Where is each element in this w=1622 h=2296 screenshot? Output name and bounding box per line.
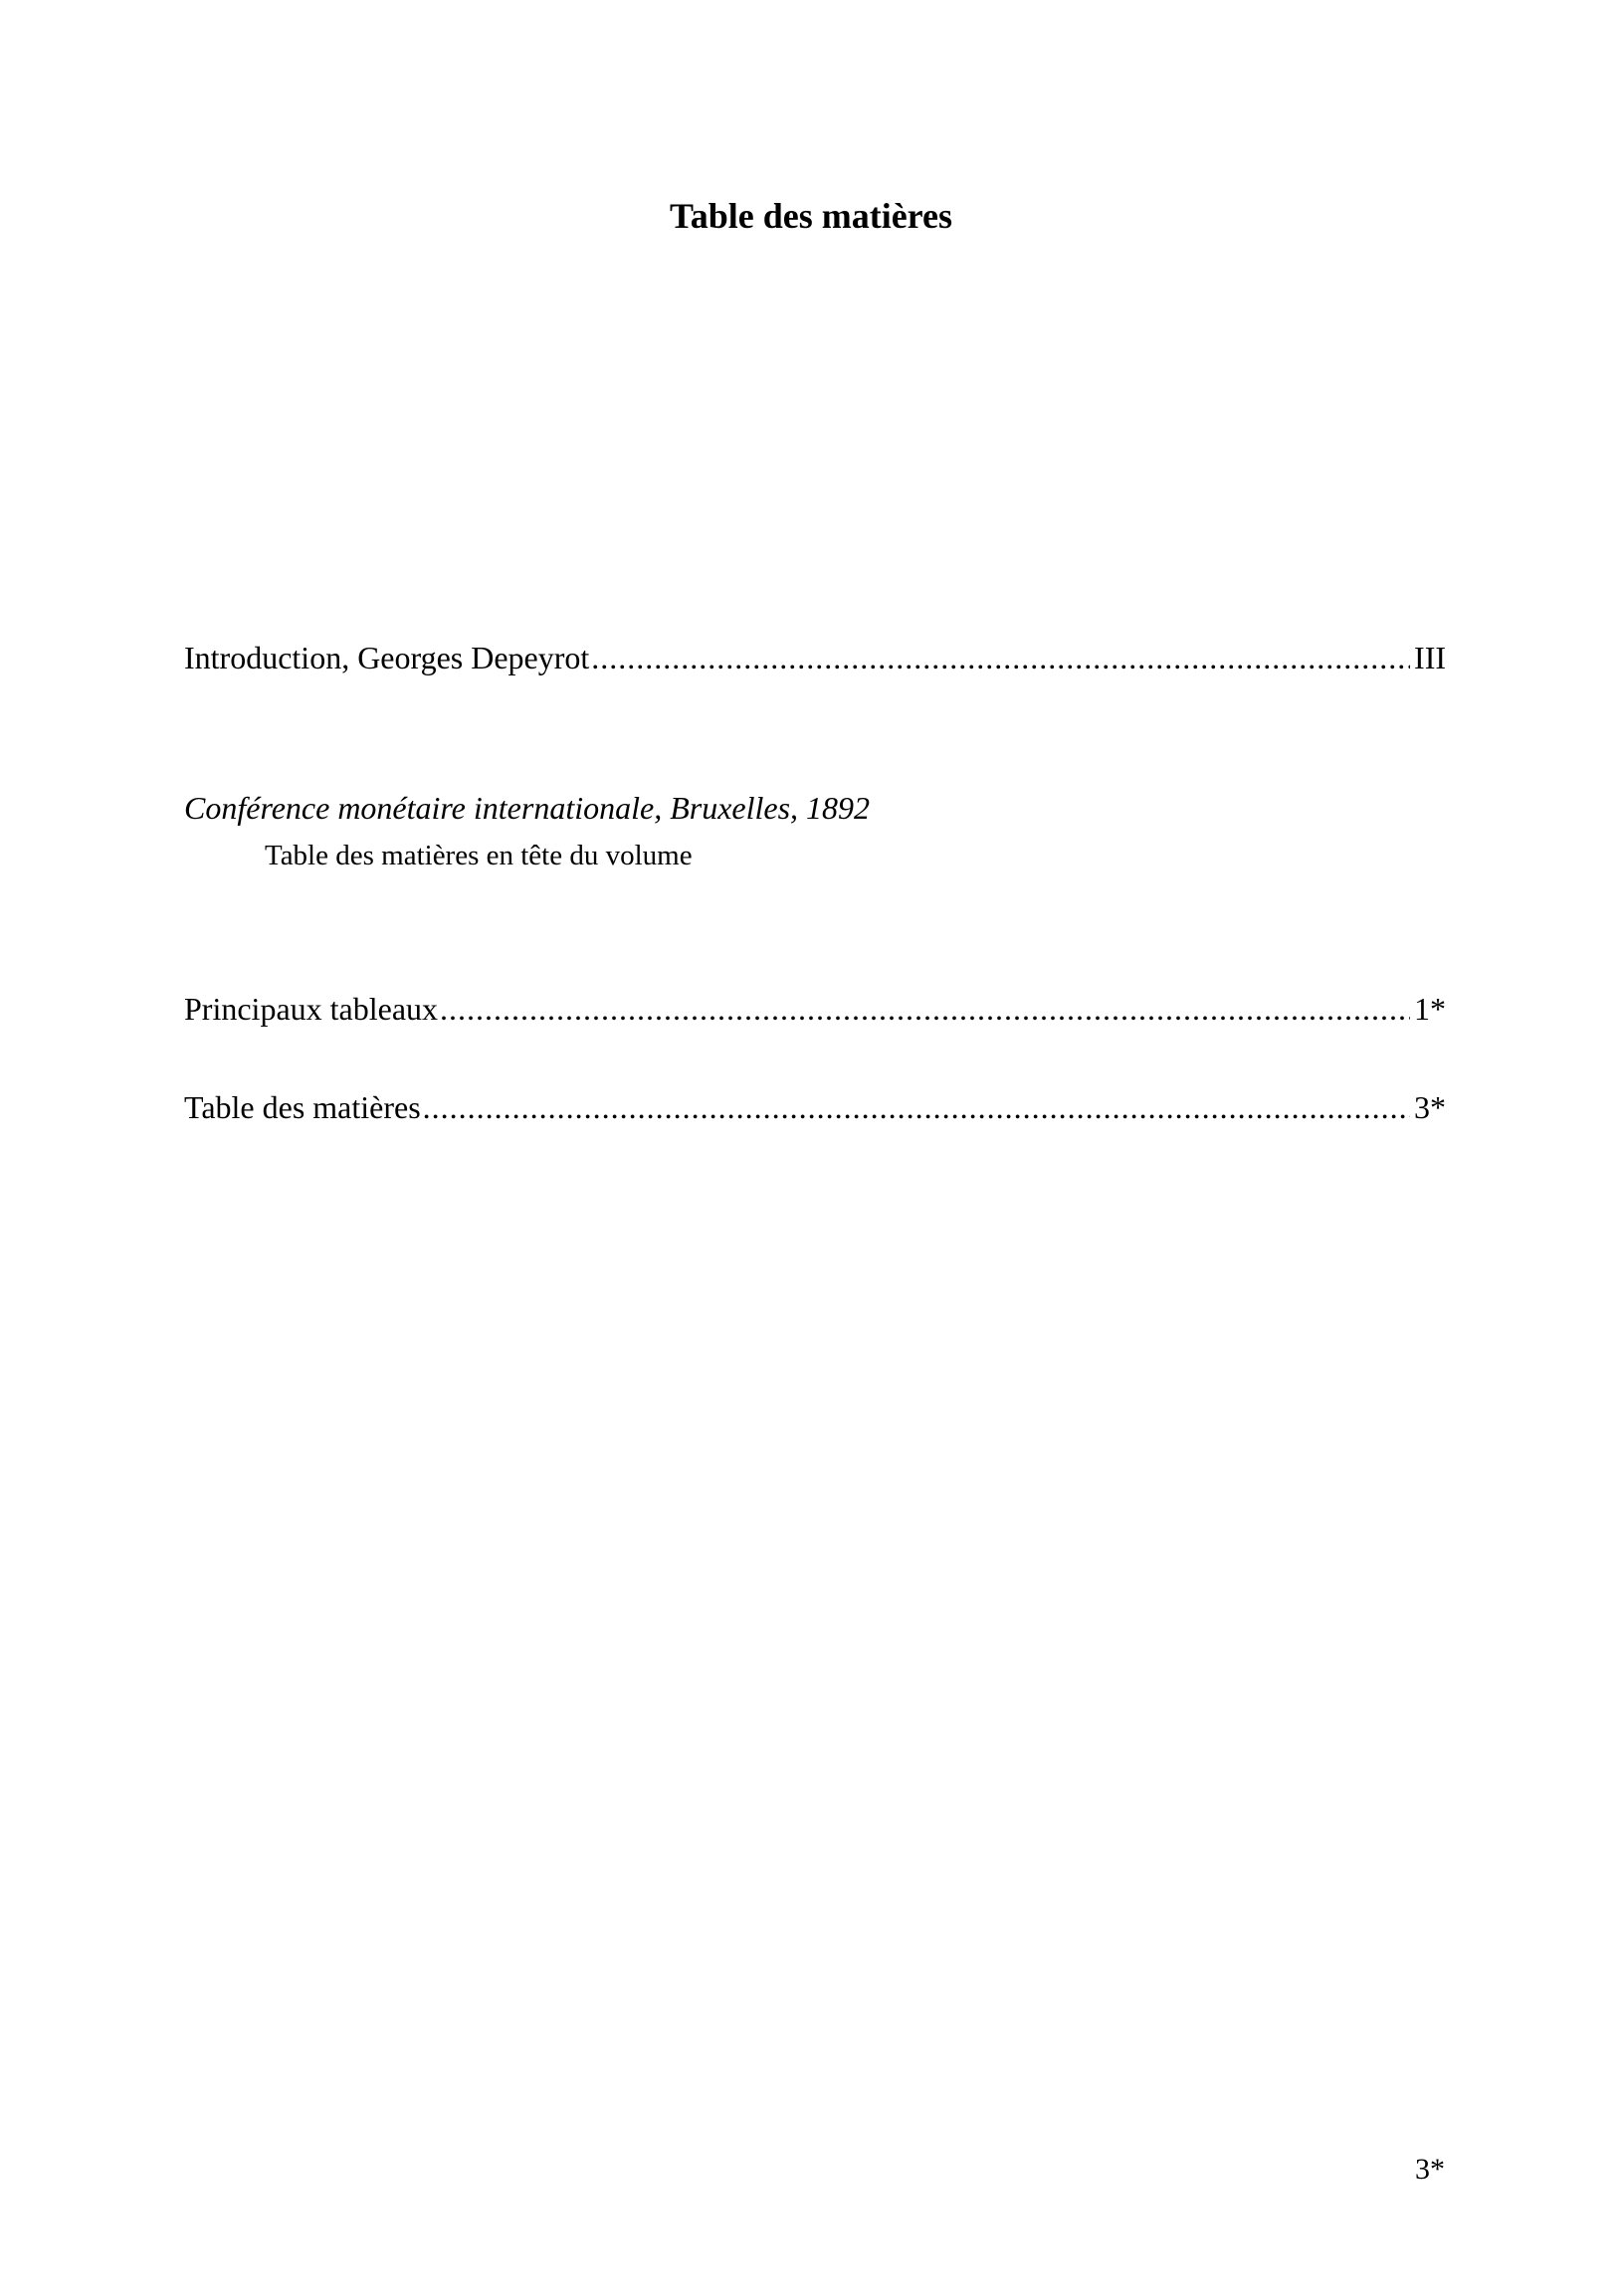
toc-entry-label: Table des matières (184, 1089, 421, 1125)
section-heading: Conférence monétaire internationale, Bruxelles, 1892 (184, 790, 871, 826)
toc-entry-page: 1* (1414, 991, 1446, 1027)
page-number: 3* (1415, 2153, 1445, 2186)
toc-entry-label: Principaux tableaux (184, 991, 439, 1027)
dot-leader (440, 989, 1410, 1029)
toc-entry-table-des-matieres (184, 1087, 1446, 1127)
section-subentry: Table des matières en tête du volume (265, 840, 693, 871)
page-title: Table des matières (670, 196, 952, 236)
toc-entry-principaux-tableaux (184, 989, 1446, 1029)
toc-entry-introduction (184, 638, 1446, 677)
toc-entry-label: Introduction, Georges Depeyrot (184, 640, 590, 675)
toc-entry-page: III (1414, 640, 1446, 675)
dot-leader (423, 1087, 1410, 1127)
toc-entry-page: 3* (1414, 1089, 1446, 1125)
dot-leader (591, 638, 1410, 677)
